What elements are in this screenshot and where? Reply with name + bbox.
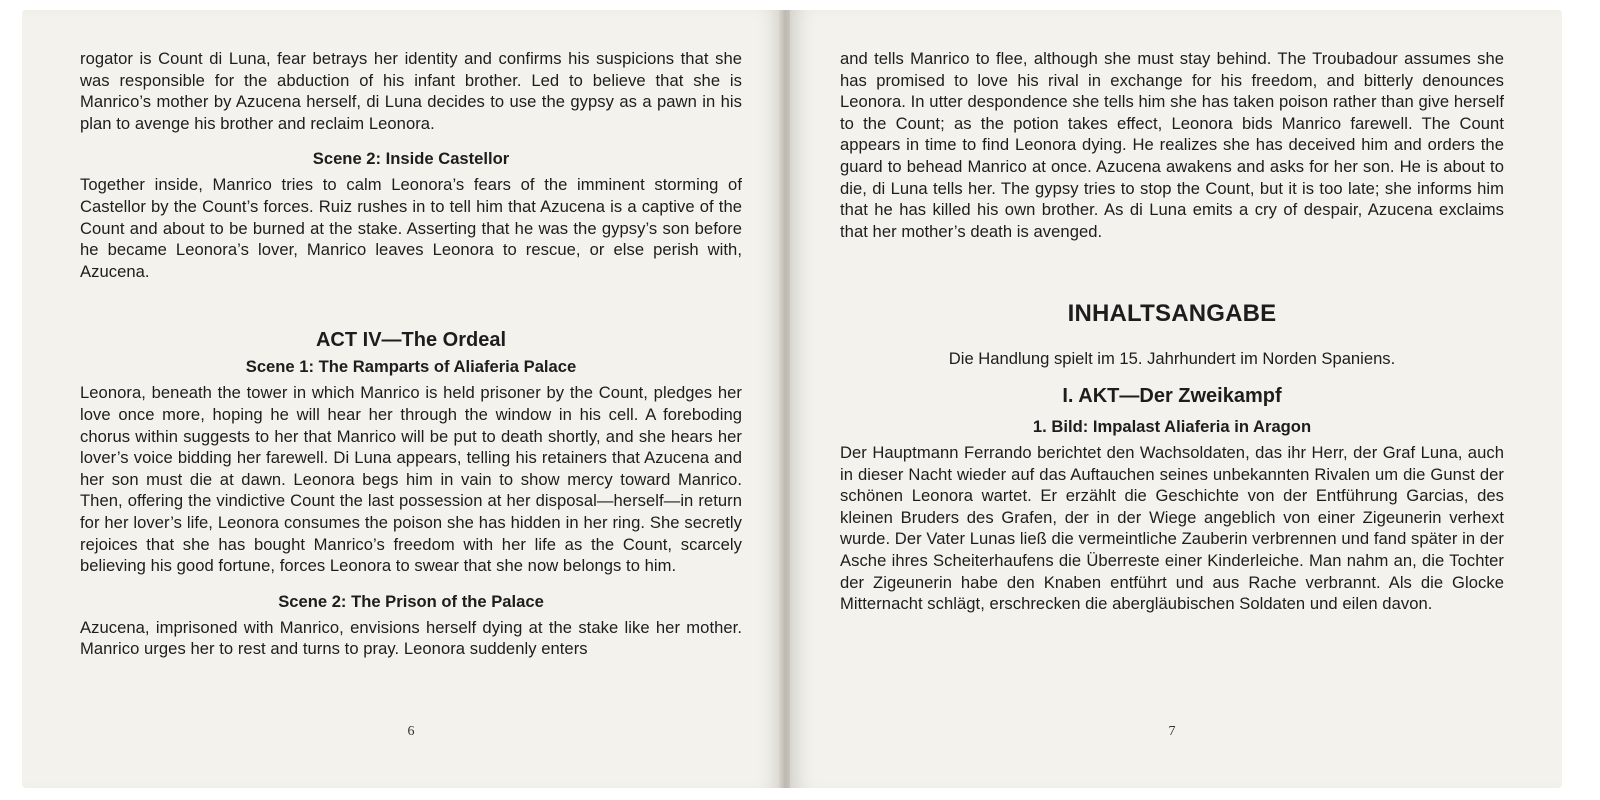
act-4-scene-1-heading: Scene 1: The Ramparts of Aliaferia Palace — [245, 357, 577, 377]
left-paragraph-2: Together inside, Manrico tries to calm Leonora’s fears of the imminent storming of Castellor by the Count’s forces. Ruiz rushes in to tell him that Azucena is a captive of the Count and about to be burned at the stake. Asserting that he was the gypsy’s son before he became Leonora’s lover, Manrico leaves Leonora to rescue, or else perish with, Azucena. — [80, 175, 742, 281]
left-paragraph-4: Azucena, imprisoned with Manrico, envisions herself dying at the stake like her mother. Manrico urges her to rest and turns to pray. Leonora suddenly enters — [80, 617, 742, 659]
right-paragraph-2: Der Hauptmann Ferrando berichtet den Wachsoldaten, das ihr Herr, der Graf Luna, auch in dieser Nacht wieder auf das Auftauchen seines unbekannten Rivalen um die Gunst der schönen Leonora wartet. Er erzählt die Geschichte von der Entführung Garcias, des kleinen Bruders des Grafen, der in der Wiege angeblich von einer Zigeunerin verhext wurde. Der Vater Lunas ließ die vermeintliche Zauberin verbrennen und fand später in der Asche ihres Scheiterhaufens die Überreste einer Kinderleiche. Man nahm an, die Tochter der Zigeunerin habe den Knaben entführt und aus Rache verbrannt. Als die Glocke Mitternacht schlägt, erschrecken die abergläubischen Soldaten und eilen davon. — [840, 442, 1504, 614]
page-number-left: 6 — [407, 724, 415, 739]
left-page — [22, 10, 782, 788]
scene-2-castellor-heading: Scene 2: Inside Castellor — [312, 149, 510, 169]
summary-heading: INHALTSANGABE — [1067, 300, 1277, 328]
akt-1-bild-1-heading: 1. Bild: Impalast Aliaferia in Aragon — [1032, 416, 1312, 436]
page-number-right: 7 — [1168, 724, 1176, 739]
act-4-scene-2-heading: Scene 2: The Prison of the Palace — [278, 591, 544, 611]
left-paragraph-3: Leonora, beneath the tower in which Manrico is held prisoner by the Count, pledges her love once more, hoping he will hear her through the window in his cell. A foreboding chorus within suggests to her that Manrico will be put to death shortly, and she hears her lover’s voice bidding her farewell. Di Luna appears, telling his retainers that Azucena and her son must die at dawn. Leonora begs him in vain to show mercy toward Manrico. Then, offering the vindictive Count the last possession at her disposal—herself—in return for her lover’s life, Leonora consumes the poison she has hidden in her ring. She secretly rejoices that she has bought Manrico’s freedom with her life as the Count, scarcely believing his good fortune, forces Leonora to swear that she now belongs to him. — [80, 383, 742, 576]
left-paragraph-1: rogator is Count di Luna, fear betrays her identity and confirms his suspicions that she was responsible for the abduction of his infant brother. Led to believe that she is Manrico’s mother by Azucena herself, di Luna decides to use the gypsy as a pawn in his plan to avenge his brother and reclaim Leonora. — [80, 49, 742, 133]
right-page — [790, 10, 1562, 788]
act-4-heading: ACT IV—The Ordeal — [315, 329, 507, 352]
akt-1-heading: I. AKT—Der Zweikampf — [1062, 384, 1282, 407]
setting-line: Die Handlung spielt im 15. Jahrhundert im Norden Spaniens. — [948, 349, 1396, 369]
right-paragraph-1: and tells Manrico to flee, although she must stay behind. The Troubadour assumes she has promised to love his rival in exchange for his freedom, and bitterly denounces Leonora. In utter despondence she tells him she has taken poison rather than give herself to the Count; as the potion takes effect, Leonora bids Manrico farewell. The Count appears in time to find Leonora dying. He realizes she has deceived him and orders the guard to behead Manrico at once. Azucena awakens and asks for her son. He is about to die, di Luna tells her. The gypsy tries to stop the Count, but it is too late; she informs him that he has killed his own brother. As di Luna emits a cry of despair, Azucena exclaims that her mother’s death is avenged. — [840, 49, 1504, 241]
